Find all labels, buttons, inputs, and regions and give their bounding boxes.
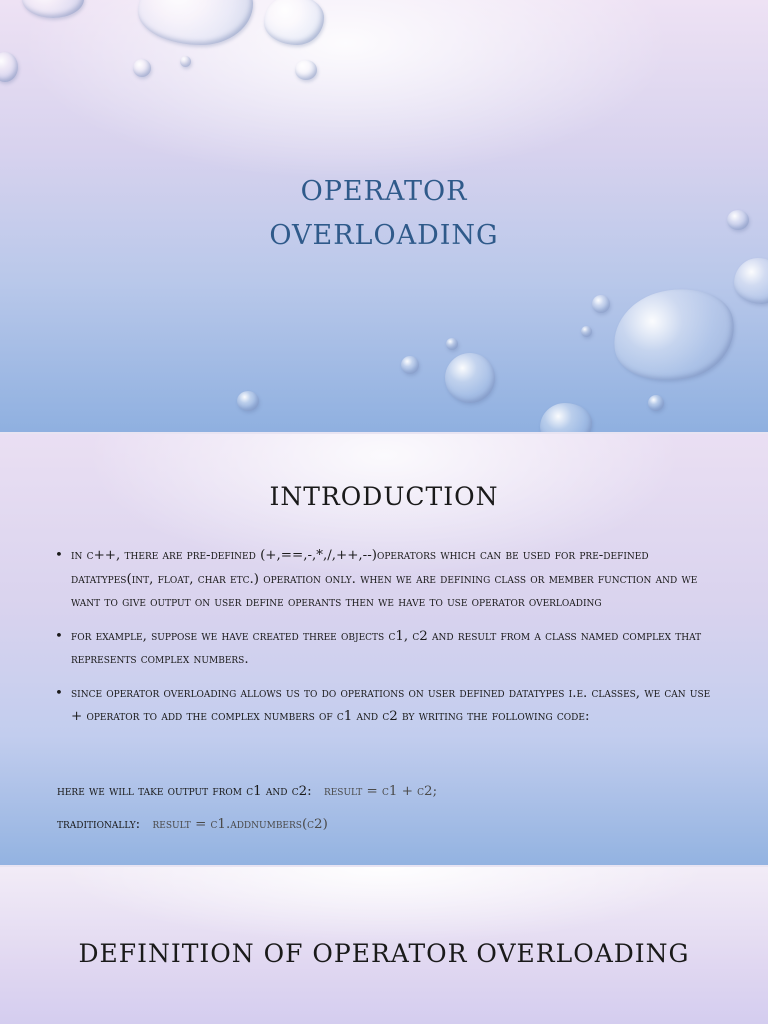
title-line: operator [300, 165, 468, 209]
water-drop-decoration [648, 395, 664, 411]
water-drop-decoration [295, 60, 317, 80]
water-drop-decoration [22, 0, 84, 18]
water-drop-decoration [734, 258, 768, 304]
bullet-list [55, 544, 715, 739]
bullet-item: • in c++, there are pre-defined (+,==,-,*,/,++,--)operators which can be used for pre-defined datatypes(int, float, char etc.) operation only. when we are defining class or member function and we want to give output on user define operants then we have to use operator overloading [55, 544, 715, 615]
title-slide [0, 0, 768, 432]
code-label: traditionally: [57, 817, 141, 832]
slide-title: INTRODUCTION [269, 482, 499, 511]
water-drop-decoration [0, 52, 18, 82]
water-drop-decoration [540, 403, 592, 432]
slide-title: DEFINITION OF OPERATOR OVERLOADING [78, 939, 690, 968]
bullet-item: • since operator overloading allows us to do operations on user defined datatypes i.e. classes, we can use + operator to add the complex numbers of c1 and c2 by writing the following code: [55, 682, 715, 729]
code-label: here we will take output from c1 and c2: [57, 784, 312, 799]
slide-title [0, 165, 768, 253]
definition-slide [0, 867, 768, 1024]
code-example-line [57, 781, 437, 803]
water-drop-decoration [605, 278, 743, 391]
code-snippet: result = c1 + c2; [323, 784, 438, 799]
water-drop-decoration [133, 59, 151, 77]
code-example-line [57, 814, 328, 836]
water-drop-decoration [445, 353, 495, 403]
bullet-item: • for example, suppose we have created three objects c1, c2 and result from a class named complex that represents complex numbers. [55, 625, 715, 672]
water-drop-decoration [264, 0, 324, 45]
water-drop-decoration [446, 338, 458, 350]
water-drop-decoration [401, 356, 419, 374]
water-drop-decoration [592, 295, 610, 313]
water-drop-decoration [180, 56, 191, 67]
introduction-slide [0, 434, 768, 865]
code-snippet: result = c1.addnumbers(c2) [152, 817, 328, 832]
water-drop-decoration [581, 326, 592, 337]
water-drop-decoration [138, 0, 253, 45]
title-line: overloading [269, 209, 499, 253]
water-drop-decoration [237, 391, 259, 411]
